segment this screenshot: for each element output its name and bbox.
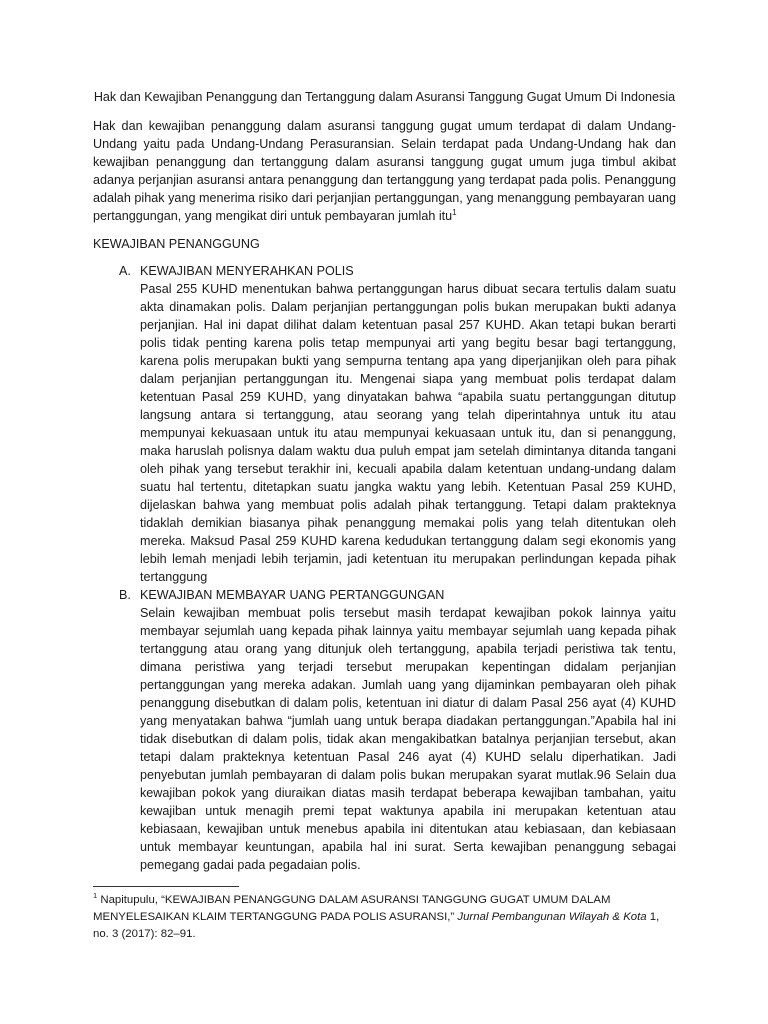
footnote [93, 892, 676, 943]
section-b [93, 586, 676, 874]
section-a [93, 262, 676, 586]
intro-text: Hak dan kewajiban penanggung dalam asuransi tanggung gugat umum terdapat di dalam Undang-Undang yaitu pada Undang-Undang Perasuransian. Selain terdapat pada Undang-Undang hak dan kewajiban penanggung dan tertanggung dalam asuransi tanggung gugat umum juga timbul akibat adanya perjanjian asuransi antara penanggung dan tertanggung yang terdapat pada polis. Penanggung adalah pihak yang menerima risiko dari perjanjian pertanggungan, yang menanggung pembayaran uang pertanggungan, yang mengikat diri untuk pembayaran jumlah itu [93, 119, 676, 223]
section-b-header [119, 586, 676, 604]
footnote-journal: Jurnal Pembangunan Wilayah & Kota [454, 911, 647, 923]
section-a-header [119, 262, 676, 280]
footnote-reference[interactable]: 1 [452, 207, 457, 217]
footnote-text-after: 1, no. 3 (2017): 82–91. [93, 911, 660, 940]
footnote-number: 1 [93, 891, 98, 901]
document-title: Hak dan Kewajiban Penanggung dan Tertanggung dalam Asuransi Tanggung Gugat Umum Di Indonesia [93, 90, 676, 104]
footnote-divider [93, 886, 239, 887]
footnote-text-before: Napitupulu, “KEWAJIBAN PENANGGUNG DALAM ASURANSI TANGGUNG GUGAT UMUM DALAM MENYELESAIKAN KLAIM TERTANGGUNG PADA POLIS ASURANSI,” [93, 894, 611, 923]
section-a-letter: A. [119, 264, 131, 278]
section-heading: KEWAJIBAN PENANGGUNG [93, 237, 260, 251]
section-b-title: KEWAJIBAN MEMBAYAR UANG PERTANGGUNGAN [140, 588, 445, 602]
section-a-body: Pasal 255 KUHD menentukan bahwa pertanggungan harus dibuat secara tertulis dalam suatu akta dinamakan polis. Dalam perjanjian pertanggungan polis bukan merupakan bukti adanya perjanjian. Hal ini dapat dilihat dalam ketentuan pasal 257 KUHD. Akan tetapi bukan berarti polis tidak penting karena polis tetap mempunyai arti yang begitu besar bagi tertanggung, karena polis merupakan bukti yang sempurna tentang apa yang diperjanjikan oleh para pihak dalam perjanjian pertanggungan itu. Mengenai siapa yang membuat polis terdapat dalam ketentuan Pasal 259 KUHD, yang dinyatakan bahwa “apabila suatu pertanggungan ditutup langsung antara si tertanggung, atau seorang yang telah diperintahnya untuk itu atau mempunyai kekuasaan untuk itu atau mempunyai kekuasaan untuk itu, dan si penanggung, maka haruslah polisnya dalam waktu dua puluh empat jam setelah dimintanya ditanda tangani oleh pihak yang tersebut terakhir ini, kecuali apabila dalam ketentuan undang-undang dalam suatu hal tertentu, ditetapkan suatu jangka waktu yang lebih. Ketentuan Pasal 259 KUHD, dijelaskan bahwa yang membuat polis adalah pihak tertanggung. Tetapi dalam prakteknya tidaklah demikian biasanya pihak penanggung memakai polis yang telah ditentukan oleh mereka. Maksud Pasal 259 KUHD karena kedudukan tertanggung dalam segi ekonomis yang lebih lemah menjadi lebih terjamin, jadi ketentuan itu merupakan perlindungan kepada pihak tertanggung [140, 282, 676, 584]
section-b-body: Selain kewajiban membuat polis tersebut masih terdapat kewajiban pokok lainnya yaitu membayar sejumlah uang kepada pihak lainnya yaitu membayar sejumlah uang kepada pihak tertanggung atau orang yang ditunjuk oleh tertanggung, apabila terjadi peristiwa tak tentu, dimana peristiwa yang terjadi tersebut merupakan kepentingan didalam perjanjian pertanggungan yang mereka adakan. Jumlah uang yang dijaminkan pembayaran oleh pihak penanggung disebutkan di dalam polis, ketentuan ini diatur di dalam Pasal 256 ayat (4) KUHD yang menyatakan bahwa “jumlah uang untuk berapa diadakan pertanggungan.”Apabila hal ini tidak disebutkan di dalam polis, tidak akan mengakibatkan batalnya perjanjian tersebut, akan tetapi dalam prakteknya ketentuan Pasal 246 ayat (4) KUHD selalu diperhatikan. Jadi penyebutan jumlah pembayaran di dalam polis bukan merupakan syarat mutlak.96 Selain dua kewajiban pokok yang diuraikan diatas masih terdapat beberapa kewajiban tambahan, yaitu kewajiban untuk menagih premi tepat waktunya apabila ini merupakan ketentuan atau kebiasaan, kewajiban untuk menebus apabila ini ditentukan atau kebiasaan, dan kebiasaan untuk membayar keuntungan, apabila hal ini surat. Serta kewajiban penanggung sebagai pemegang gadai pada pegadaian polis. [140, 606, 676, 872]
intro-paragraph [93, 117, 676, 225]
section-a-title: KEWAJIBAN MENYERAHKAN POLIS [140, 264, 354, 278]
section-b-letter: B. [119, 588, 131, 602]
